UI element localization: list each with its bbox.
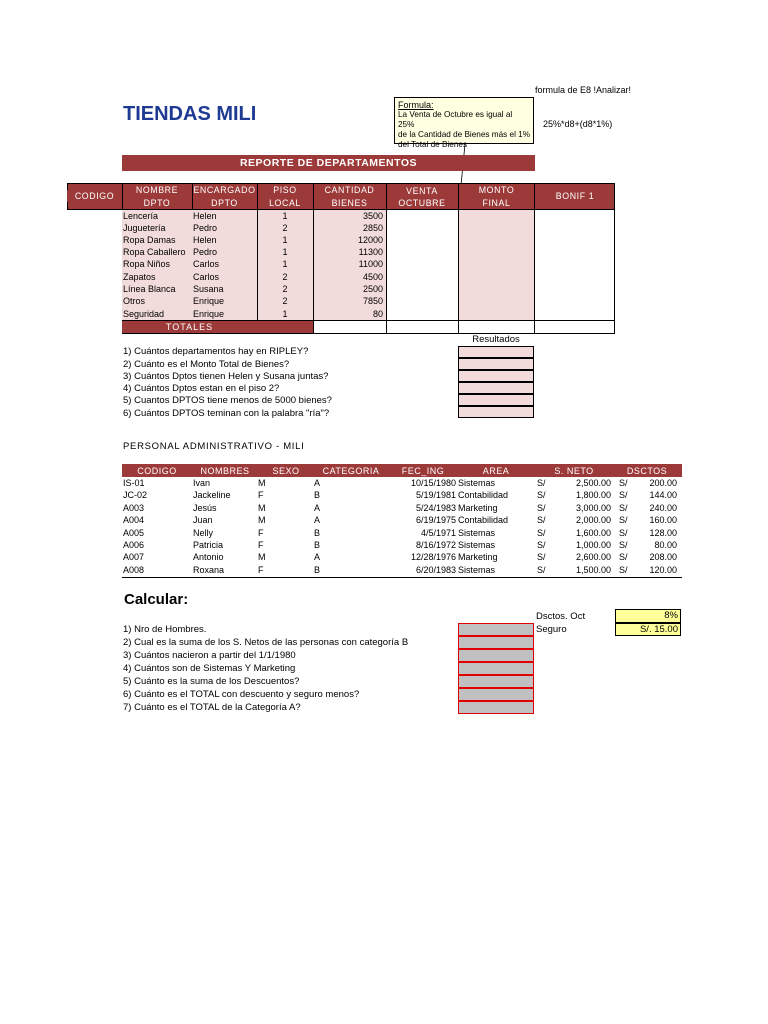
table-row-codigo[interactable]: A006 (123, 540, 145, 550)
table-row-sexo[interactable]: M (258, 503, 266, 513)
report-banner: REPORTE DE DEPARTAMENTOS (122, 155, 535, 171)
col-header-s-neto[interactable]: S. NETO (534, 465, 614, 477)
table-row-dpto[interactable]: Lencería (123, 211, 159, 221)
table-row-dpto[interactable]: Seguridad (123, 309, 165, 319)
personal-subtitle: PERSONAL ADMINISTRATIVO - MILI (123, 441, 305, 452)
table-row-bienes[interactable]: 11300 (358, 247, 383, 257)
col-header-encargado-2: DPTO (192, 197, 257, 209)
table-row-categoria[interactable]: B (314, 540, 321, 550)
grid-line (534, 183, 535, 334)
table-row-categoria[interactable]: B (314, 490, 321, 500)
table-row-fecha[interactable]: 8/16/1972 (415, 540, 456, 550)
col-header-nombre-2: DPTO (122, 197, 192, 209)
col-header-nombres[interactable]: NOMBRES (192, 465, 258, 477)
table-row-nombre[interactable]: Roxana (193, 565, 225, 575)
table-row-neto[interactable]: 2,600.00 (575, 552, 611, 562)
question-item: 5) Cuantos DPTOS tiene menos de 5000 bienes? (123, 395, 332, 406)
col-header-codigo[interactable]: CODIGO (124, 465, 190, 477)
col-header-cantidad[interactable]: CANTIDAD (313, 184, 386, 196)
calc-question: 1) Nro de Hombres. (123, 624, 207, 635)
answer-cell[interactable] (458, 701, 534, 714)
col-header-cantidad-2: BIENES (313, 197, 386, 209)
grid-line (122, 333, 615, 334)
table-row-categoria[interactable]: A (314, 515, 321, 525)
table-row-bienes[interactable]: 2500 (362, 284, 383, 294)
table-row-dscto[interactable]: 144.00 (649, 490, 677, 500)
table-row-dscto[interactable]: 120.00 (649, 565, 677, 575)
table-row-fecha[interactable]: 5/19/1981 (415, 490, 456, 500)
table-row-bienes[interactable]: 4500 (362, 272, 383, 282)
table-row-sexo[interactable]: M (258, 478, 266, 488)
table-row-nombre[interactable]: Ivan (193, 478, 211, 488)
currency-symbol: S/ (537, 565, 546, 575)
monto-fill (458, 210, 535, 320)
table-row-dpto[interactable]: Zapatos (123, 272, 156, 282)
grid-line (122, 577, 682, 578)
table-row-nombre[interactable]: Jackeline (193, 490, 231, 500)
table-row-piso[interactable]: 1 (282, 259, 288, 269)
table-row-sexo[interactable]: F (258, 540, 264, 550)
table-row-bienes[interactable]: 80 (372, 309, 383, 319)
table-row-fecha[interactable]: 6/19/1975 (415, 515, 456, 525)
currency-symbol: S/ (537, 552, 546, 562)
table-row-nombre[interactable]: Nelly (193, 528, 214, 538)
table-row-sexo[interactable]: M (258, 552, 266, 562)
table-row-encargado[interactable]: Pedro (193, 247, 218, 257)
table-row-area[interactable]: Marketing (458, 503, 498, 513)
table-row-area[interactable]: Sistemas (458, 528, 496, 538)
seguro-value-cell[interactable]: S/. 15.00 (615, 623, 681, 636)
table-row-area[interactable]: Sistemas (458, 565, 496, 575)
calcular-title: Calcular: (124, 591, 189, 608)
grid-line (192, 183, 193, 210)
totals-label: TOTALES (165, 322, 214, 332)
answer-cell[interactable] (458, 688, 534, 701)
comment-heading: Formula: (398, 100, 434, 110)
grid-line (458, 183, 459, 334)
table-row-dscto[interactable]: 200.00 (649, 478, 677, 488)
currency-symbol: S/ (619, 565, 628, 575)
question-item: 4) Cuántos Dptos estan en el piso 2? (123, 383, 280, 394)
col-header-fec-ing[interactable]: FEC_ING (388, 465, 458, 477)
table-row-nombre[interactable]: Juan (193, 515, 213, 525)
table-row-sexo[interactable]: F (258, 565, 264, 575)
table-row-dscto[interactable]: 240.00 (649, 503, 677, 513)
answer-cell[interactable] (458, 675, 534, 688)
grid-line (386, 183, 387, 334)
table-row-dpto[interactable]: Ropa Damas (123, 235, 176, 245)
col-header-area[interactable]: AREA (458, 465, 534, 477)
table-row-bienes[interactable]: 3500 (362, 211, 383, 221)
table-row-bienes[interactable]: 11000 (358, 259, 383, 269)
question-item: 1) Cuántos departamentos hay en RIPLEY? (123, 346, 309, 357)
table-row-dpto[interactable]: Línea Blanca (123, 284, 176, 294)
table-row-neto[interactable]: 2,000.00 (575, 515, 611, 525)
table-row-nombre[interactable]: Patricia (193, 540, 224, 550)
table-row-dscto[interactable]: 160.00 (649, 515, 677, 525)
col-header-piso[interactable]: PISO (257, 184, 313, 196)
table-row-sexo[interactable]: F (258, 490, 264, 500)
table-row-encargado[interactable]: Susana (193, 284, 224, 294)
table-row-codigo[interactable]: A008 (123, 565, 145, 575)
table-row-codigo[interactable]: A003 (123, 503, 145, 513)
table-row-codigo[interactable]: IS-01 (123, 478, 145, 488)
table-row-piso[interactable]: 1 (282, 247, 288, 257)
table-row-sexo[interactable]: F (258, 528, 264, 538)
table-row-categoria[interactable]: A (314, 478, 321, 488)
currency-symbol: S/ (619, 540, 628, 550)
comment-line: del Total de Bienes (398, 140, 468, 149)
seguro-label: Seguro (536, 624, 567, 635)
col-header-venta-2: OCTUBRE (386, 197, 458, 209)
table-row-nombre[interactable]: Antonio (193, 552, 224, 562)
table-row-dscto[interactable]: 128.00 (649, 528, 677, 538)
question-item: 3) Cuántos Dptos tienen Helen y Susana juntas? (123, 371, 329, 382)
answer-cell[interactable] (458, 636, 534, 649)
table-row-bienes[interactable]: 2850 (362, 223, 383, 233)
calc-question: 2) Cual es la suma de los S. Netos de las personas con categoría B (123, 637, 409, 648)
table-row-codigo[interactable]: A004 (123, 515, 145, 525)
table-row-codigo[interactable]: A005 (123, 528, 145, 538)
calc-question: 7) Cuánto es el TOTAL de la Categoría A? (123, 702, 301, 713)
currency-symbol: S/ (619, 528, 628, 538)
table-row-bienes[interactable]: 7850 (362, 296, 383, 306)
table-row-fecha[interactable]: 12/28/1976 (410, 552, 456, 562)
table-row-categoria[interactable]: A (314, 503, 321, 513)
answer-cell[interactable] (458, 662, 534, 675)
table-row-fecha[interactable]: 10/15/1980 (410, 478, 456, 488)
table-row-piso[interactable]: 2 (282, 296, 288, 306)
grid-line (122, 183, 123, 210)
calc-question: 5) Cuánto es la suma de los Descuentos? (123, 676, 300, 687)
col-header-categoria[interactable]: CATEGORIA (314, 465, 388, 477)
col-header-monto[interactable]: MONTO (458, 184, 535, 196)
table-row-dpto[interactable]: Ropa Caballero (123, 247, 186, 257)
currency-symbol: S/ (619, 552, 628, 562)
table-row-fecha[interactable]: 6/20/1983 (415, 565, 456, 575)
table-row-encargado[interactable]: Helen (193, 235, 217, 245)
col-header-sexo[interactable]: SEXO (258, 465, 314, 477)
table-row-area[interactable]: Sistemas (458, 478, 496, 488)
question-item: 2) Cuánto es el Monto Total de Bienes? (123, 359, 290, 370)
col-header-dsctos[interactable]: DSCTOS (614, 465, 680, 477)
comment-line: La Venta de Octubre es igual al 25% (398, 110, 513, 129)
table-row-dscto[interactable]: 208.00 (649, 552, 677, 562)
page-title: TIENDAS MILI (123, 103, 257, 125)
table-row-sexo[interactable]: M (258, 515, 266, 525)
currency-symbol: S/ (537, 490, 546, 500)
question-item: 6) Cuántos DPTOS teminan con la palabra "ría"? (123, 408, 330, 419)
cell-comment (394, 97, 534, 149)
currency-symbol: S/ (619, 490, 628, 500)
result-cell[interactable] (458, 346, 534, 358)
result-cell[interactable] (458, 406, 534, 418)
table-row-piso[interactable]: 2 (282, 272, 288, 282)
table-row-categoria[interactable]: B (314, 565, 321, 575)
currency-symbol: S/ (619, 515, 628, 525)
calc-question: 3) Cuántos nacieron a partir del 1/1/1980 (123, 650, 296, 661)
currency-symbol: S/ (619, 478, 628, 488)
currency-symbol: S/ (537, 528, 546, 538)
currency-symbol: S/ (537, 515, 546, 525)
table-row-encargado[interactable]: Carlos (193, 272, 220, 282)
col-header-nombre[interactable]: NOMBRE (122, 184, 192, 196)
calc-question: 6) Cuánto es el TOTAL con descuento y seguro menos? (123, 689, 360, 700)
answer-cell[interactable] (458, 623, 534, 636)
currency-symbol: S/ (537, 540, 546, 550)
currency-symbol: S/ (537, 503, 546, 513)
table-row-dscto[interactable]: 80.00 (654, 540, 677, 550)
table-row-neto[interactable]: 1,500.00 (575, 565, 611, 575)
table-row-fecha[interactable]: 4/5/1971 (420, 528, 456, 538)
table-row-piso[interactable]: 1 (282, 309, 288, 319)
result-cell[interactable] (458, 370, 534, 382)
dsctos-label: Dsctos. Oct (536, 611, 586, 622)
table-row-categoria[interactable]: B (314, 528, 321, 538)
table-row-neto[interactable]: 3,000.00 (575, 503, 611, 513)
table-row-encargado[interactable]: Enrique (193, 296, 225, 306)
table-row-encargado[interactable]: Carlos (193, 259, 220, 269)
table-row-area[interactable]: Contabilidad (458, 490, 509, 500)
calc-question: 4) Cuántos son de Sistemas Y Marketing (123, 663, 296, 674)
table-row-encargado[interactable]: Helen (193, 211, 217, 221)
table-row-piso[interactable]: 1 (282, 211, 288, 221)
table-row-neto[interactable]: 1,800.00 (575, 490, 611, 500)
formula-reference: formula de E8 !Analizar! (535, 85, 632, 95)
col-header-monto-2: FINAL (458, 197, 535, 209)
col-header-piso-2: LOCAL (257, 197, 313, 209)
col-header-venta[interactable]: VENTA (386, 185, 458, 197)
dsctos-value-cell[interactable]: 8% (615, 609, 681, 623)
comment-line: de la Cantidad de Bienes más el 1% (398, 130, 530, 139)
result-cell[interactable] (458, 382, 534, 394)
grid-line (614, 183, 615, 334)
table-row-nombre[interactable]: Jesús (193, 503, 217, 513)
currency-symbol: S/ (619, 503, 628, 513)
table-row-dpto[interactable]: Otros (123, 296, 146, 306)
table-row-dpto[interactable]: Ropa Niños (123, 259, 171, 269)
table-row-piso[interactable]: 2 (282, 223, 288, 233)
col-header-bonif[interactable]: BONIF 1 (535, 190, 615, 202)
currency-symbol: S/ (537, 478, 546, 488)
col-header-codigo[interactable]: CODIGO (67, 190, 122, 202)
table-row-codigo[interactable]: A007 (123, 552, 145, 562)
table-row-piso[interactable]: 2 (282, 284, 288, 294)
table-row-neto[interactable]: 1,000.00 (575, 540, 611, 550)
table-row-categoria[interactable]: A (314, 552, 321, 562)
result-cell[interactable] (458, 358, 534, 370)
table-row-neto[interactable]: 2,500.00 (575, 478, 611, 488)
table-row-area[interactable]: Contabilidad (458, 515, 509, 525)
answer-cell[interactable] (458, 649, 534, 662)
col-header-encargado[interactable]: ENCARGADO (193, 185, 256, 195)
table-row-codigo[interactable]: JC-02 (123, 490, 148, 500)
formula-expression[interactable]: 25%*d8+(d8*1%) (543, 119, 613, 129)
table-row-encargado[interactable]: Enrique (193, 309, 225, 319)
table-row-dpto[interactable]: Juguetería (123, 223, 166, 233)
table-row-bienes[interactable]: 12000 (357, 235, 383, 245)
results-label: Resultados (472, 334, 520, 345)
result-cell[interactable] (458, 394, 534, 406)
table-row-fecha[interactable]: 5/24/1983 (415, 503, 456, 513)
table-row-piso[interactable]: 1 (282, 235, 288, 245)
table-row-area[interactable]: Marketing (458, 552, 498, 562)
table-row-neto[interactable]: 1,600.00 (575, 528, 611, 538)
table-row-encargado[interactable]: Pedro (193, 223, 218, 233)
table-row-area[interactable]: Sistemas (458, 540, 496, 550)
